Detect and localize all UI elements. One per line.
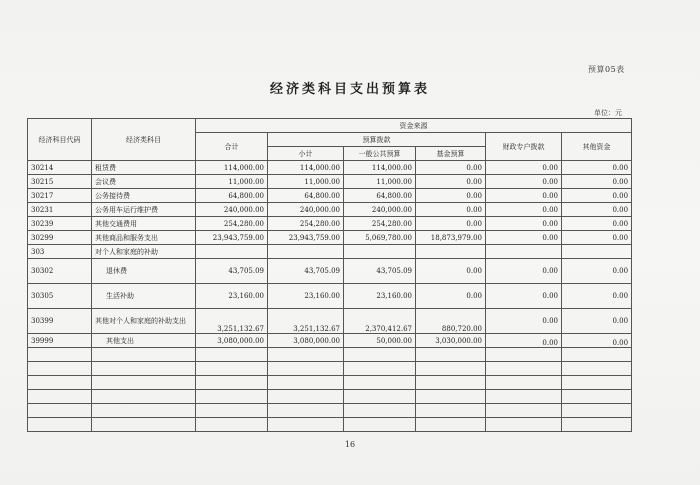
cell-total: 3,251,132.67 — [196, 309, 268, 334]
table-row — [28, 284, 632, 309]
header-sources: 资金来源 — [196, 119, 632, 133]
cell-total: 23,943,759.00 — [196, 231, 268, 245]
table-row — [28, 259, 632, 284]
cell-other: 0.00 — [562, 309, 632, 334]
cell-other: 0.00 — [562, 203, 632, 217]
cell-other: 0.00 — [562, 217, 632, 231]
header-fiscal-special: 财政专户拨款 — [486, 133, 562, 161]
cell-general: 240,000.00 — [344, 203, 416, 217]
cell-total: 43,705.09 — [196, 259, 268, 284]
cell-code: 39999 — [28, 334, 92, 348]
cell-subtotal: 114,000.00 — [268, 161, 344, 175]
cell-fund: 880,720.00 — [416, 309, 486, 334]
cell-name: 对个人和家庭的补助 — [92, 245, 196, 259]
header-fund: 基金预算 — [416, 147, 486, 161]
cell-name: 会议费 — [92, 175, 196, 189]
cell-fiscal: 0.00 — [486, 189, 562, 203]
cell-other: 0.00 — [562, 231, 632, 245]
cell-name: 其他交通费用 — [92, 217, 196, 231]
cell-subtotal: 240,000.00 — [268, 203, 344, 217]
page-number: 16 — [344, 440, 356, 449]
cell-fiscal: 0.00 — [486, 161, 562, 175]
header-total: 合计 — [196, 133, 268, 161]
cell-other: 0.00 — [562, 189, 632, 203]
cell-subtotal — [268, 245, 344, 259]
table-row — [28, 309, 632, 334]
cell-general: 50,000.00 — [344, 334, 416, 348]
cell-other: 0.00 — [562, 161, 632, 175]
header-name: 经济类科目 — [92, 119, 196, 161]
cell-name: 公务用车运行维护费 — [92, 203, 196, 217]
cell-subtotal: 23,943,759.00 — [268, 231, 344, 245]
empty-row — [28, 362, 632, 376]
cell-code: 30299 — [28, 231, 92, 245]
cell-total — [196, 245, 268, 259]
cell-fiscal: 0.00 — [486, 217, 562, 231]
cell-code: 30399 — [28, 309, 92, 334]
cell-fund: 0.00 — [416, 217, 486, 231]
cell-fund: 0.00 — [416, 189, 486, 203]
table-row — [28, 203, 632, 217]
cell-code: 30217 — [28, 189, 92, 203]
cell-total: 254,280.00 — [196, 217, 268, 231]
header-subtotal: 小计 — [268, 147, 344, 161]
cell-fund: 0.00 — [416, 203, 486, 217]
cell-general: 64,800.00 — [344, 189, 416, 203]
cell-subtotal: 64,800.00 — [268, 189, 344, 203]
table-row — [28, 334, 632, 348]
cell-total: 11,000.00 — [196, 175, 268, 189]
empty-row — [28, 404, 632, 418]
cell-fiscal — [486, 245, 562, 259]
table-row — [28, 217, 632, 231]
cell-fiscal: 0.00 — [486, 309, 562, 334]
cell-other: 0.00 — [562, 259, 632, 284]
header-other: 其他资金 — [562, 133, 632, 161]
cell-total: 23,160.00 — [196, 284, 268, 309]
cell-subtotal: 43,705.09 — [268, 259, 344, 284]
cell-fund — [416, 245, 486, 259]
cell-fund: 3,030,000.00 — [416, 334, 486, 348]
cell-subtotal: 3,251,132.67 — [268, 309, 344, 334]
cell-fund: 0.00 — [416, 161, 486, 175]
cell-total: 114,000.00 — [196, 161, 268, 175]
cell-name: 其他支出 — [92, 334, 196, 348]
cell-fund: 0.00 — [416, 175, 486, 189]
form-number: 预算05表 — [588, 65, 625, 74]
cell-subtotal: 3,080,000.00 — [268, 334, 344, 348]
cell-code: 30215 — [28, 175, 92, 189]
cell-subtotal: 11,000.00 — [268, 175, 344, 189]
table-row — [28, 231, 632, 245]
cell-name: 生活补助 — [92, 284, 196, 309]
cell-other: 0.00 — [562, 334, 632, 348]
table-row — [28, 161, 632, 175]
cell-general: 5,069,780.00 — [344, 231, 416, 245]
cell-fiscal: 0.00 — [486, 203, 562, 217]
empty-row — [28, 376, 632, 390]
cell-other: 0.00 — [562, 284, 632, 309]
cell-fiscal: 0.00 — [486, 259, 562, 284]
cell-general: 43,705.09 — [344, 259, 416, 284]
empty-row — [28, 418, 632, 432]
header-general: 一般公共预算 — [344, 147, 416, 161]
cell-total: 240,000.00 — [196, 203, 268, 217]
cell-general: 2,370,412.67 — [344, 309, 416, 334]
cell-subtotal: 254,280.00 — [268, 217, 344, 231]
table-row — [28, 245, 632, 259]
cell-name: 退休费 — [92, 259, 196, 284]
cell-subtotal: 23,160.00 — [268, 284, 344, 309]
cell-fund: 0.00 — [416, 259, 486, 284]
table-row — [28, 175, 632, 189]
cell-other — [562, 245, 632, 259]
cell-code: 30239 — [28, 217, 92, 231]
empty-row — [28, 390, 632, 404]
cell-fiscal: 0.00 — [486, 231, 562, 245]
unit-label: 单位：元 — [594, 109, 622, 117]
cell-name: 其他商品和服务支出 — [92, 231, 196, 245]
cell-other: 0.00 — [562, 175, 632, 189]
cell-general: 114,000.00 — [344, 161, 416, 175]
cell-general: 23,160.00 — [344, 284, 416, 309]
cell-fiscal: 0.00 — [486, 284, 562, 309]
cell-fund: 18,873,979.00 — [416, 231, 486, 245]
cell-name: 其他对个人和家庭的补助支出 — [92, 309, 196, 334]
page-title: 经济类科目支出预算表 — [269, 82, 430, 97]
cell-code: 30305 — [28, 284, 92, 309]
cell-general: 254,280.00 — [344, 217, 416, 231]
table-row — [28, 189, 632, 203]
cell-name: 公务接待费 — [92, 189, 196, 203]
cell-total: 64,800.00 — [196, 189, 268, 203]
cell-total: 3,080,000.00 — [196, 334, 268, 348]
cell-fiscal: 0.00 — [486, 175, 562, 189]
header-budget-alloc: 预算拨款 — [268, 133, 486, 147]
empty-row — [28, 348, 632, 362]
cell-code: 30231 — [28, 203, 92, 217]
budget-table — [27, 118, 632, 432]
cell-name: 租赁费 — [92, 161, 196, 175]
cell-fiscal: 0.00 — [486, 334, 562, 348]
header-code: 经济科目代码 — [28, 119, 92, 161]
cell-general: 11,000.00 — [344, 175, 416, 189]
cell-code: 30214 — [28, 161, 92, 175]
cell-fund: 0.00 — [416, 284, 486, 309]
cell-code: 30302 — [28, 259, 92, 284]
cell-general — [344, 245, 416, 259]
cell-code: 303 — [28, 245, 92, 259]
